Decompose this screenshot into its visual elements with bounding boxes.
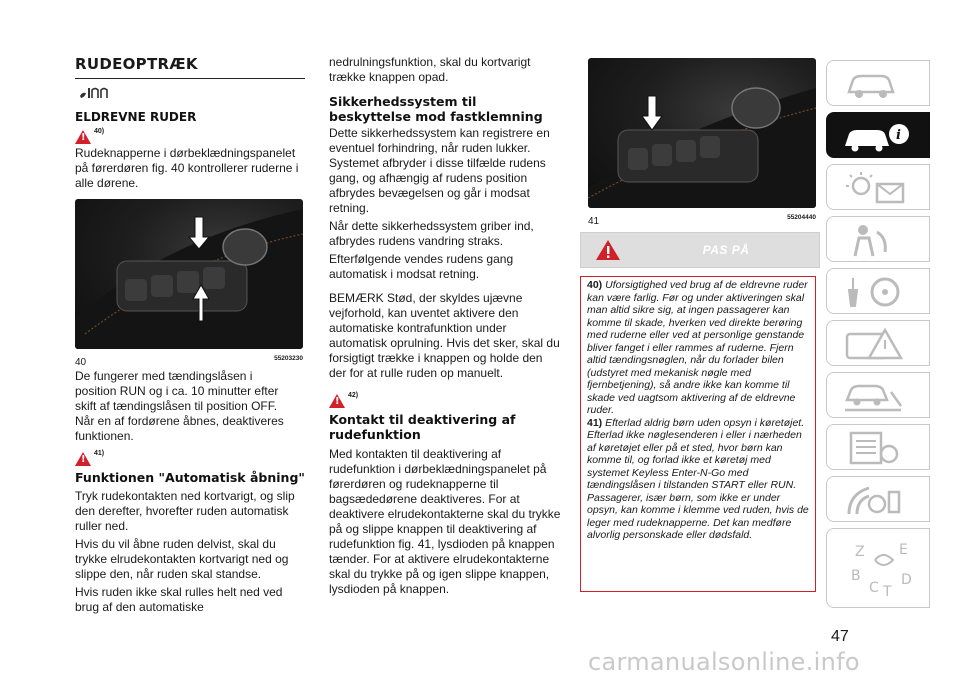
- tab-car-info[interactable]: [826, 112, 930, 158]
- heading-eldrevne-ruder: ELDREVNE RUDER: [75, 110, 197, 124]
- car-info-icon: [841, 118, 911, 154]
- section-title: RUDEOPTRÆK: [75, 55, 305, 79]
- caution-title: PAS PÅ: [702, 243, 750, 257]
- tab-safety[interactable]: [826, 216, 930, 262]
- index-letter: T: [883, 584, 892, 600]
- caution-header: [580, 232, 820, 268]
- tab-index[interactable]: [826, 528, 930, 608]
- paragraph: Når dette sikkerhedssystem griber ind, afbrydes rudens vandring straks.: [329, 219, 534, 248]
- index-letter: C: [869, 580, 879, 596]
- heading-deaktivering: Kontakt til deaktivering af rudefunktion: [329, 412, 516, 442]
- warning-ref-42: [329, 392, 358, 410]
- note-41: [587, 417, 809, 542]
- figure-40-caption: [75, 352, 303, 370]
- warning-triangle-icon: [75, 130, 91, 144]
- car-overview-icon: [841, 66, 901, 102]
- paragraph: Efterfølgende vendes rudens gang automatisk i modsat retning.: [329, 252, 514, 281]
- paragraph: De fungerer med tændingslåsen i position RUN og i ca. 10 minutter efter skift af tændingslåsen til position OFF. Når en af fordørene åbnes, deaktiveres funktionen.: [75, 369, 284, 443]
- warning-ref-label: 40): [94, 128, 105, 135]
- figure-code: 55203230: [274, 355, 303, 362]
- warning-triangle-icon: [75, 452, 91, 466]
- paragraph: Rudeknapperne i dørbeklædningspanelet på førerdøren fig. 40 kontrollerer ruderne i alle dørene.: [75, 146, 299, 190]
- figure-40-photo: [75, 199, 303, 349]
- note-ref: 41): [587, 416, 603, 429]
- warning-ref-41: [75, 450, 104, 468]
- tab-maintenance[interactable]: [826, 372, 930, 418]
- note-40: [587, 279, 809, 417]
- tab-multimedia[interactable]: [826, 476, 930, 522]
- figure-number: 41: [588, 216, 600, 227]
- figure-41-photo: [588, 58, 816, 208]
- tab-car-overview[interactable]: [826, 60, 930, 106]
- tab-lights-messages[interactable]: [826, 164, 930, 210]
- warning-lights-icon: [841, 170, 911, 206]
- figure-41-caption: [588, 211, 816, 229]
- steering-wheel-tool-icon: [841, 274, 911, 310]
- warning-ref-40: [75, 128, 104, 146]
- data-sheet-icon: [841, 430, 911, 466]
- paragraph: Tryk rudekontakten ned kortvarigt, og slip den derefter, hvorefter ruden automatisk ruller ned.: [75, 489, 295, 533]
- index-letter: E: [899, 542, 908, 558]
- paragraph: nedrulningsfunktion, skal du kortvarigt trække knappen opad.: [329, 55, 531, 84]
- index-letter: B: [851, 568, 861, 584]
- note-text: Efterlad aldrig børn uden opsyn i køretøjet. Efterlad ikke nøglesenderen i eller i nærheden af køretøjet eller på et sted, hvor børn kan komme til, og forlad ikke et køretøj med systemet Keyless Enter-N-Go med tændingslåsen i tilstanden START eller RUN. Passagerer, især børn, som ikke er under opsyn, kan komme i klemme ved ruden, hvis de leger med rudeknapperne. Det kan medføre alvorlig personskade eller dødsfald.: [587, 416, 809, 541]
- paragraph: Dette sikkerhedssystem kan registrere en eventuel forhindring, når ruden lukker. Systemet afbryder i disse tilfælde rudens gang, og afhængig af rudens position afbrydes bevægelsen og går i modsat retning.: [329, 126, 550, 215]
- steering-wheel-icon: [77, 84, 111, 105]
- caution-box: [580, 232, 818, 594]
- multimedia-signal-icon: [841, 482, 911, 518]
- emergency-triangle-icon: [841, 326, 911, 362]
- svg-text:i: i: [896, 128, 901, 143]
- caution-body: [580, 276, 816, 592]
- note-ref: 40): [587, 279, 603, 291]
- figure-code: 55204440: [787, 214, 816, 221]
- paragraph: Med kontakten til deaktivering af rudefunktion i dørbeklædningspanelet på førerdøren og rudeknapperne til bagsædedørene deaktiveres. For at deaktivere elrudekontakterne skal du trykke på og slippe knappen til deaktivering af rudefunktion fig. 41, lysdioden på knappen tænder. For at aktivere elrudekontakterne skal du trykke på og igen slippe knappen, lysdioden på knappen.: [329, 447, 561, 596]
- paragraph: Hvis du vil åbne ruden delvist, skal du trykke elrudekontakten kortvarigt ned og slippe den, når ruden skal standse.: [75, 537, 289, 581]
- heading-fastklemning: Sikkerhedssystem til beskyttelse mod fastklemning: [329, 94, 543, 124]
- alphabet-index-icon: [841, 534, 921, 604]
- page-number: 47: [831, 628, 849, 645]
- index-letter: D: [901, 572, 912, 588]
- tab-technical-data[interactable]: [826, 424, 930, 470]
- index-letter: Z: [855, 544, 865, 560]
- note-text: Uforsigtighed ved brug af de eldrevne ruder kan være farlig. Før og under aktiveringen skal man altid sikre sig, at ingen passagerer kan komme til skade, hverken ved direkte berøring med ruderne eller ved at personlige genstande bliver fanget i eller rammes af ruderne. Fjern altid tændingsnøglen, når du forlader bilen (udstyret med mekanisk nøgle med fjernbetjening), så andre ikke kan komme til skade ved uagtsom aktivering af de eldrevne ruder.: [587, 279, 808, 416]
- caution-warning-icon: [595, 239, 621, 266]
- figure-number: 40: [75, 357, 87, 368]
- paragraph: Hvis ruden ikke skal rulles helt ned ved brug af den automatiske: [75, 585, 283, 614]
- airbag-person-icon: [841, 222, 911, 258]
- warning-triangle-icon: [329, 394, 345, 408]
- heading-automatisk-abning: Funktionen "Automatisk åbning": [75, 470, 305, 485]
- car-lift-icon: [841, 378, 911, 414]
- watermark: carmanualsonline.info: [588, 648, 860, 676]
- warning-ref-label: 41): [94, 450, 105, 457]
- paragraph: BEMÆRK Stød, der skyldes ujævne vejforhold, kan uventet aktivere den automatiske kontrafunktion under automatisk oprulning. Hvis det sker, skal du forsigtigt trække i knappen og holde den der for at rulle ruden op manuelt.: [329, 291, 560, 380]
- warning-ref-label: 42): [348, 392, 359, 399]
- tab-emergency[interactable]: [826, 320, 930, 366]
- tab-starting-driving[interactable]: [826, 268, 930, 314]
